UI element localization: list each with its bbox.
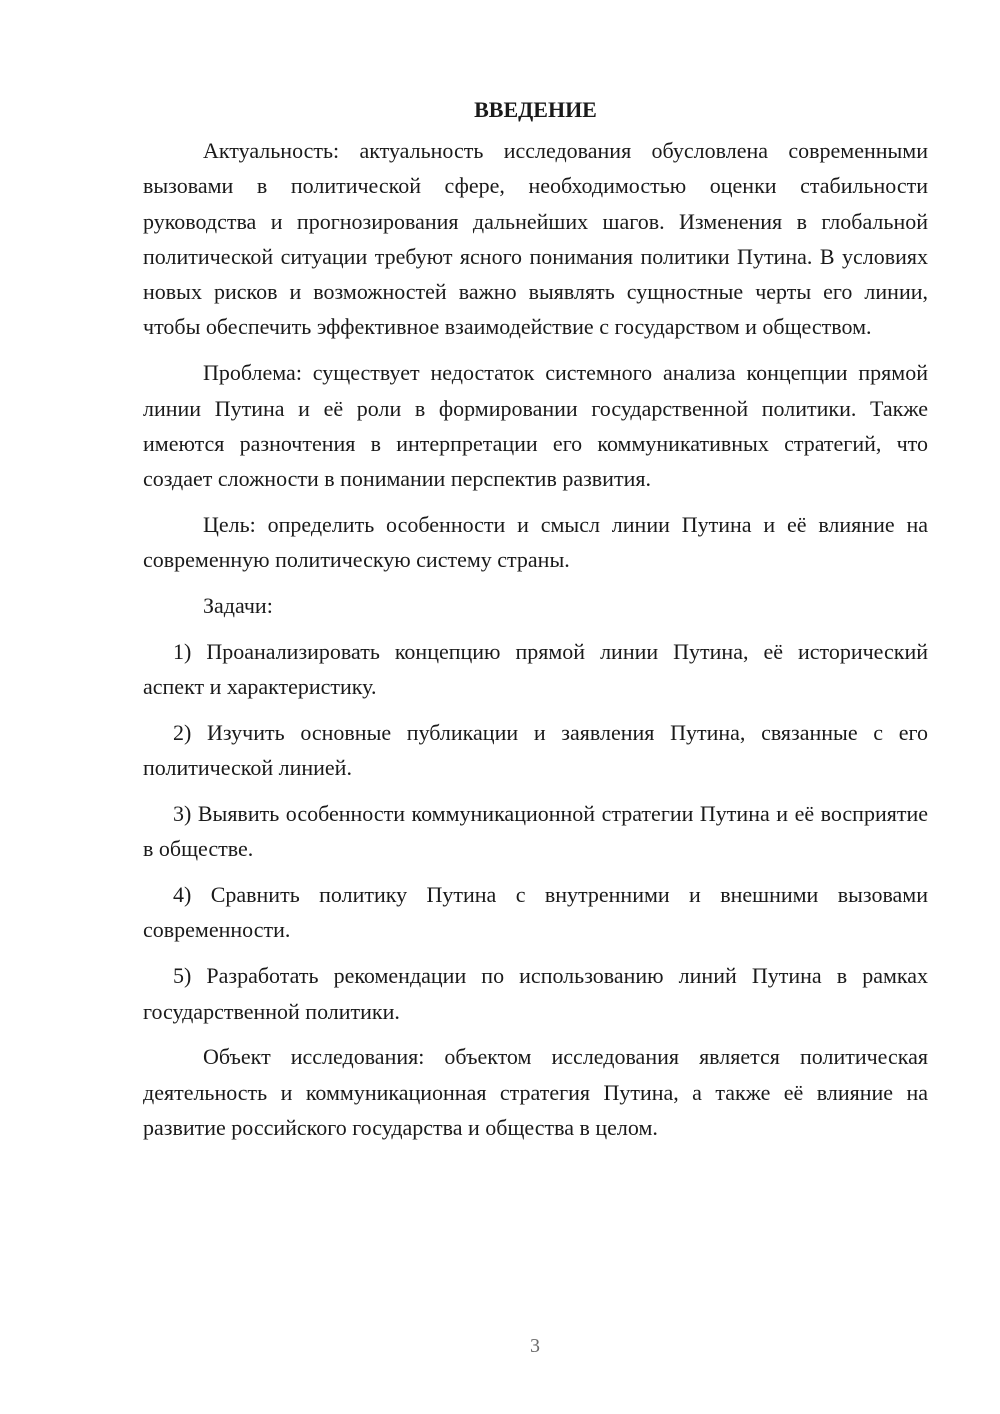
section-title: ВВЕДЕНИЕ bbox=[474, 97, 597, 122]
task-item-3: 3) Выявить особенности коммуникационной стратегии Путина и её восприятие в обществе. bbox=[143, 801, 928, 862]
page-number: 3 bbox=[530, 1335, 540, 1357]
paragraph-problem: Проблема: существует недостаток системного анализа концепции прямой линии Путина и её роли в формировании государственной политики. Также имеются разночтения в интерпретации его коммуникативных стратегий, что создает сложности в понимании перспектив развития. bbox=[143, 360, 928, 492]
document-page bbox=[143, 94, 928, 1156]
task-item-1: 1) Проанализировать концепцию прямой линии Путина, её исторический аспект и характеристику. bbox=[143, 638, 928, 700]
tasks-heading: Задачи: bbox=[203, 593, 273, 619]
task-item-5: 5) Разработать рекомендации по использованию линий Путина в рамках государственной политики. bbox=[143, 963, 928, 1024]
paragraph-object: Объект исследования: объектом исследования является политическая деятельность и коммуникационная стратегия Путина, а также её влияние на развитие российского государства и общества в целом. bbox=[143, 1044, 928, 1140]
task-item-2: 2) Изучить основные публикации и заявления Путина, связанные с его политической линией. bbox=[143, 719, 928, 781]
paragraph-relevance: Актуальность: актуальность исследования обусловлена современными вызовами в политической сфере, необходимостью оценки стабильности руководства и прогнозирования дальнейших шагов. Изменения в глобальной политической ситуации требуют ясного понимания политики Путина. В условиях новых рисков и возможностей важно выявлять сущностные черты его линии, чтобы обеспечить эффективное взаимодействие с государством и обществом. bbox=[143, 138, 928, 340]
task-item-4: 4) Сравнить политику Путина с внутренними и внешними вызовами современности. bbox=[143, 882, 928, 943]
paragraph-goal: Цель: определить особенности и смысл линии Путина и её влияние на современную политическую систему страны. bbox=[143, 511, 928, 573]
